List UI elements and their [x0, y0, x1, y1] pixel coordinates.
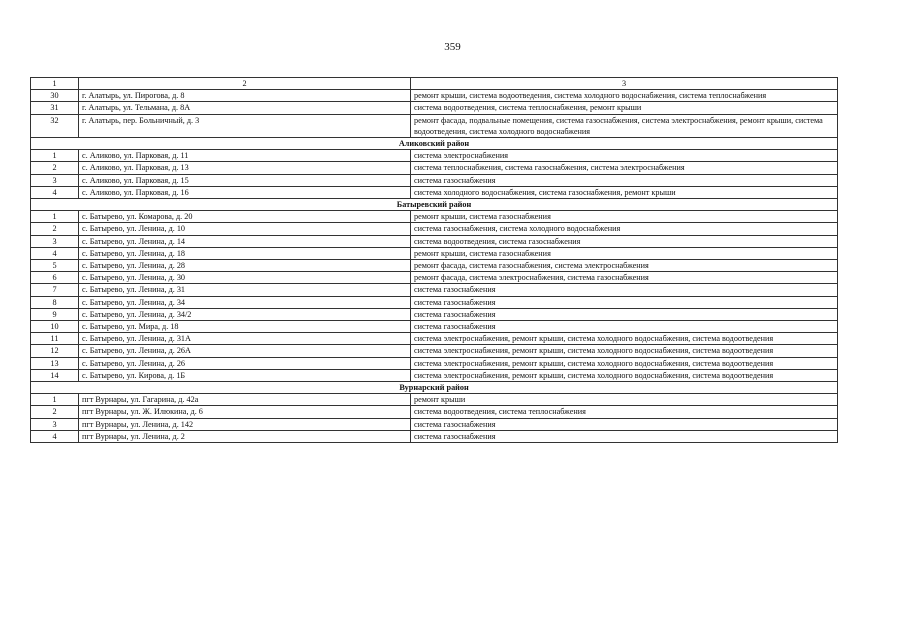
table-row [31, 357, 838, 369]
row-works: система электроснабжения, ремонт крыши, система холодного водоснабжения, система водоотведения [411, 369, 838, 381]
table-row [31, 418, 838, 430]
row-address: с. Батырево, ул. Комарова, д. 20 [79, 211, 411, 223]
row-number: 2 [31, 162, 79, 174]
table-row [31, 162, 838, 174]
table-row [31, 272, 838, 284]
row-address: с. Батырево, ул. Ленина, д. 14 [79, 235, 411, 247]
row-number: 14 [31, 369, 79, 381]
table-row [31, 260, 838, 272]
row-number: 9 [31, 308, 79, 320]
row-number: 31 [31, 102, 79, 114]
row-address: с. Батырево, ул. Кирова, д. 1Б [79, 369, 411, 381]
row-number: 11 [31, 333, 79, 345]
row-address: с. Аликово, ул. Парковая, д. 16 [79, 186, 411, 198]
row-works: система газоснабжения [411, 430, 838, 442]
row-number: 1 [31, 150, 79, 162]
row-number: 10 [31, 321, 79, 333]
row-address: с. Аликово, ул. Парковая, д. 13 [79, 162, 411, 174]
row-address: с. Аликово, ул. Парковая, д. 11 [79, 150, 411, 162]
row-address: с. Батырево, ул. Ленина, д. 26А [79, 345, 411, 357]
column-header-number: 1 [31, 78, 79, 90]
row-address: с. Батырево, ул. Ленина, д. 34/2 [79, 308, 411, 320]
row-works: система газоснабжения [411, 284, 838, 296]
row-number: 30 [31, 90, 79, 102]
row-number: 2 [31, 223, 79, 235]
row-number: 1 [31, 394, 79, 406]
row-number: 13 [31, 357, 79, 369]
table-row [31, 235, 838, 247]
district-heading: Вурнарский район [31, 382, 838, 394]
table-row [31, 430, 838, 442]
table-row [31, 102, 838, 114]
row-number: 4 [31, 430, 79, 442]
row-number: 7 [31, 284, 79, 296]
table-row [31, 90, 838, 102]
row-works: система теплоснабжения, система газоснабжения, система электроснабжения [411, 162, 838, 174]
table-row [31, 247, 838, 259]
district-heading-row [31, 382, 838, 394]
row-works: система электроснабжения, ремонт крыши, система холодного водоснабжения, система водоотведения [411, 357, 838, 369]
column-header-works: 3 [411, 78, 838, 90]
row-number: 5 [31, 260, 79, 272]
row-works: ремонт крыши, система водоотведения, система холодного водоснабжения, система теплоснабжения [411, 90, 838, 102]
table-row [31, 150, 838, 162]
table-row [31, 284, 838, 296]
row-address: пгт Вурнары, ул. Ленина, д. 2 [79, 430, 411, 442]
row-works: система газоснабжения [411, 321, 838, 333]
row-works: система газоснабжения [411, 296, 838, 308]
row-number: 8 [31, 296, 79, 308]
row-address: с. Аликово, ул. Парковая, д. 15 [79, 174, 411, 186]
row-works: система газоснабжения [411, 174, 838, 186]
row-works: система газоснабжения, система холодного водоснабжения [411, 223, 838, 235]
row-works: система водоотведения, система теплоснабжения [411, 406, 838, 418]
row-works: ремонт крыши, система газоснабжения [411, 211, 838, 223]
district-heading: Аликовский район [31, 138, 838, 150]
row-number: 3 [31, 174, 79, 186]
row-works: ремонт крыши, система газоснабжения [411, 247, 838, 259]
district-heading-row [31, 199, 838, 211]
table-row [31, 174, 838, 186]
row-address: г. Алатырь, пер. Больничный, д. 3 [79, 114, 411, 137]
row-works: ремонт крыши [411, 394, 838, 406]
row-works: система электроснабжения [411, 150, 838, 162]
row-number: 1 [31, 211, 79, 223]
row-works: система электроснабжения, ремонт крыши, система холодного водоснабжения, система водоотведения [411, 333, 838, 345]
row-address: пгт Вурнары, ул. Гагарина, д. 42а [79, 394, 411, 406]
row-works: система водоотведения, система газоснабжения [411, 235, 838, 247]
row-address: с. Батырево, ул. Ленина, д. 30 [79, 272, 411, 284]
row-number: 12 [31, 345, 79, 357]
table-row [31, 345, 838, 357]
row-address: с. Батырево, ул. Мира, д. 18 [79, 321, 411, 333]
row-address: с. Батырево, ул. Ленина, д. 26 [79, 357, 411, 369]
table-row [31, 333, 838, 345]
row-works: система водоотведения, система теплоснабжения, ремонт крыши [411, 102, 838, 114]
row-address: с. Батырево, ул. Ленина, д. 10 [79, 223, 411, 235]
row-number: 2 [31, 406, 79, 418]
table-row [31, 223, 838, 235]
row-number: 4 [31, 186, 79, 198]
row-works: система газоснабжения [411, 418, 838, 430]
row-number: 3 [31, 235, 79, 247]
row-number: 6 [31, 272, 79, 284]
row-number: 32 [31, 114, 79, 137]
row-address: пгт Вурнары, ул. Ленина, д. 142 [79, 418, 411, 430]
table-row [31, 308, 838, 320]
row-works: ремонт фасада, система электроснабжения, система газоснабжения [411, 272, 838, 284]
row-address: г. Алатырь, ул. Пирогова, д. 8 [79, 90, 411, 102]
table-row [31, 114, 838, 137]
repair-register-table [30, 77, 838, 443]
row-address: с. Батырево, ул. Ленина, д. 28 [79, 260, 411, 272]
table-row [31, 321, 838, 333]
row-address: с. Батырево, ул. Ленина, д. 34 [79, 296, 411, 308]
row-number: 3 [31, 418, 79, 430]
district-heading-row [31, 138, 838, 150]
column-header-row [31, 78, 838, 90]
table-row [31, 186, 838, 198]
table-row [31, 406, 838, 418]
row-address: с. Батырево, ул. Ленина, д. 31А [79, 333, 411, 345]
row-number: 4 [31, 247, 79, 259]
row-works: система холодного водоснабжения, система газоснабжения, ремонт крыши [411, 186, 838, 198]
row-address: пгт Вурнары, ул. Ж. Илюкина, д. 6 [79, 406, 411, 418]
row-works: система газоснабжения [411, 308, 838, 320]
district-heading: Батыревский район [31, 199, 838, 211]
row-works: ремонт фасада, система газоснабжения, система электроснабжения [411, 260, 838, 272]
row-works: система электроснабжения, ремонт крыши, система холодного водоснабжения, система водоотведения [411, 345, 838, 357]
table-row [31, 394, 838, 406]
row-works: ремонт фасада, подвальные помещения, система газоснабжения, система электроснабжения, ремонт крыши, система водоотведения, система холодного водоснабжения [411, 114, 838, 137]
row-address: с. Батырево, ул. Ленина, д. 18 [79, 247, 411, 259]
table-row [31, 296, 838, 308]
table-row [31, 369, 838, 381]
page-number: 359 [444, 41, 461, 53]
column-header-address: 2 [79, 78, 411, 90]
table-row [31, 211, 838, 223]
row-address: с. Батырево, ул. Ленина, д. 31 [79, 284, 411, 296]
row-address: г. Алатырь, ул. Тельмана, д. 8А [79, 102, 411, 114]
